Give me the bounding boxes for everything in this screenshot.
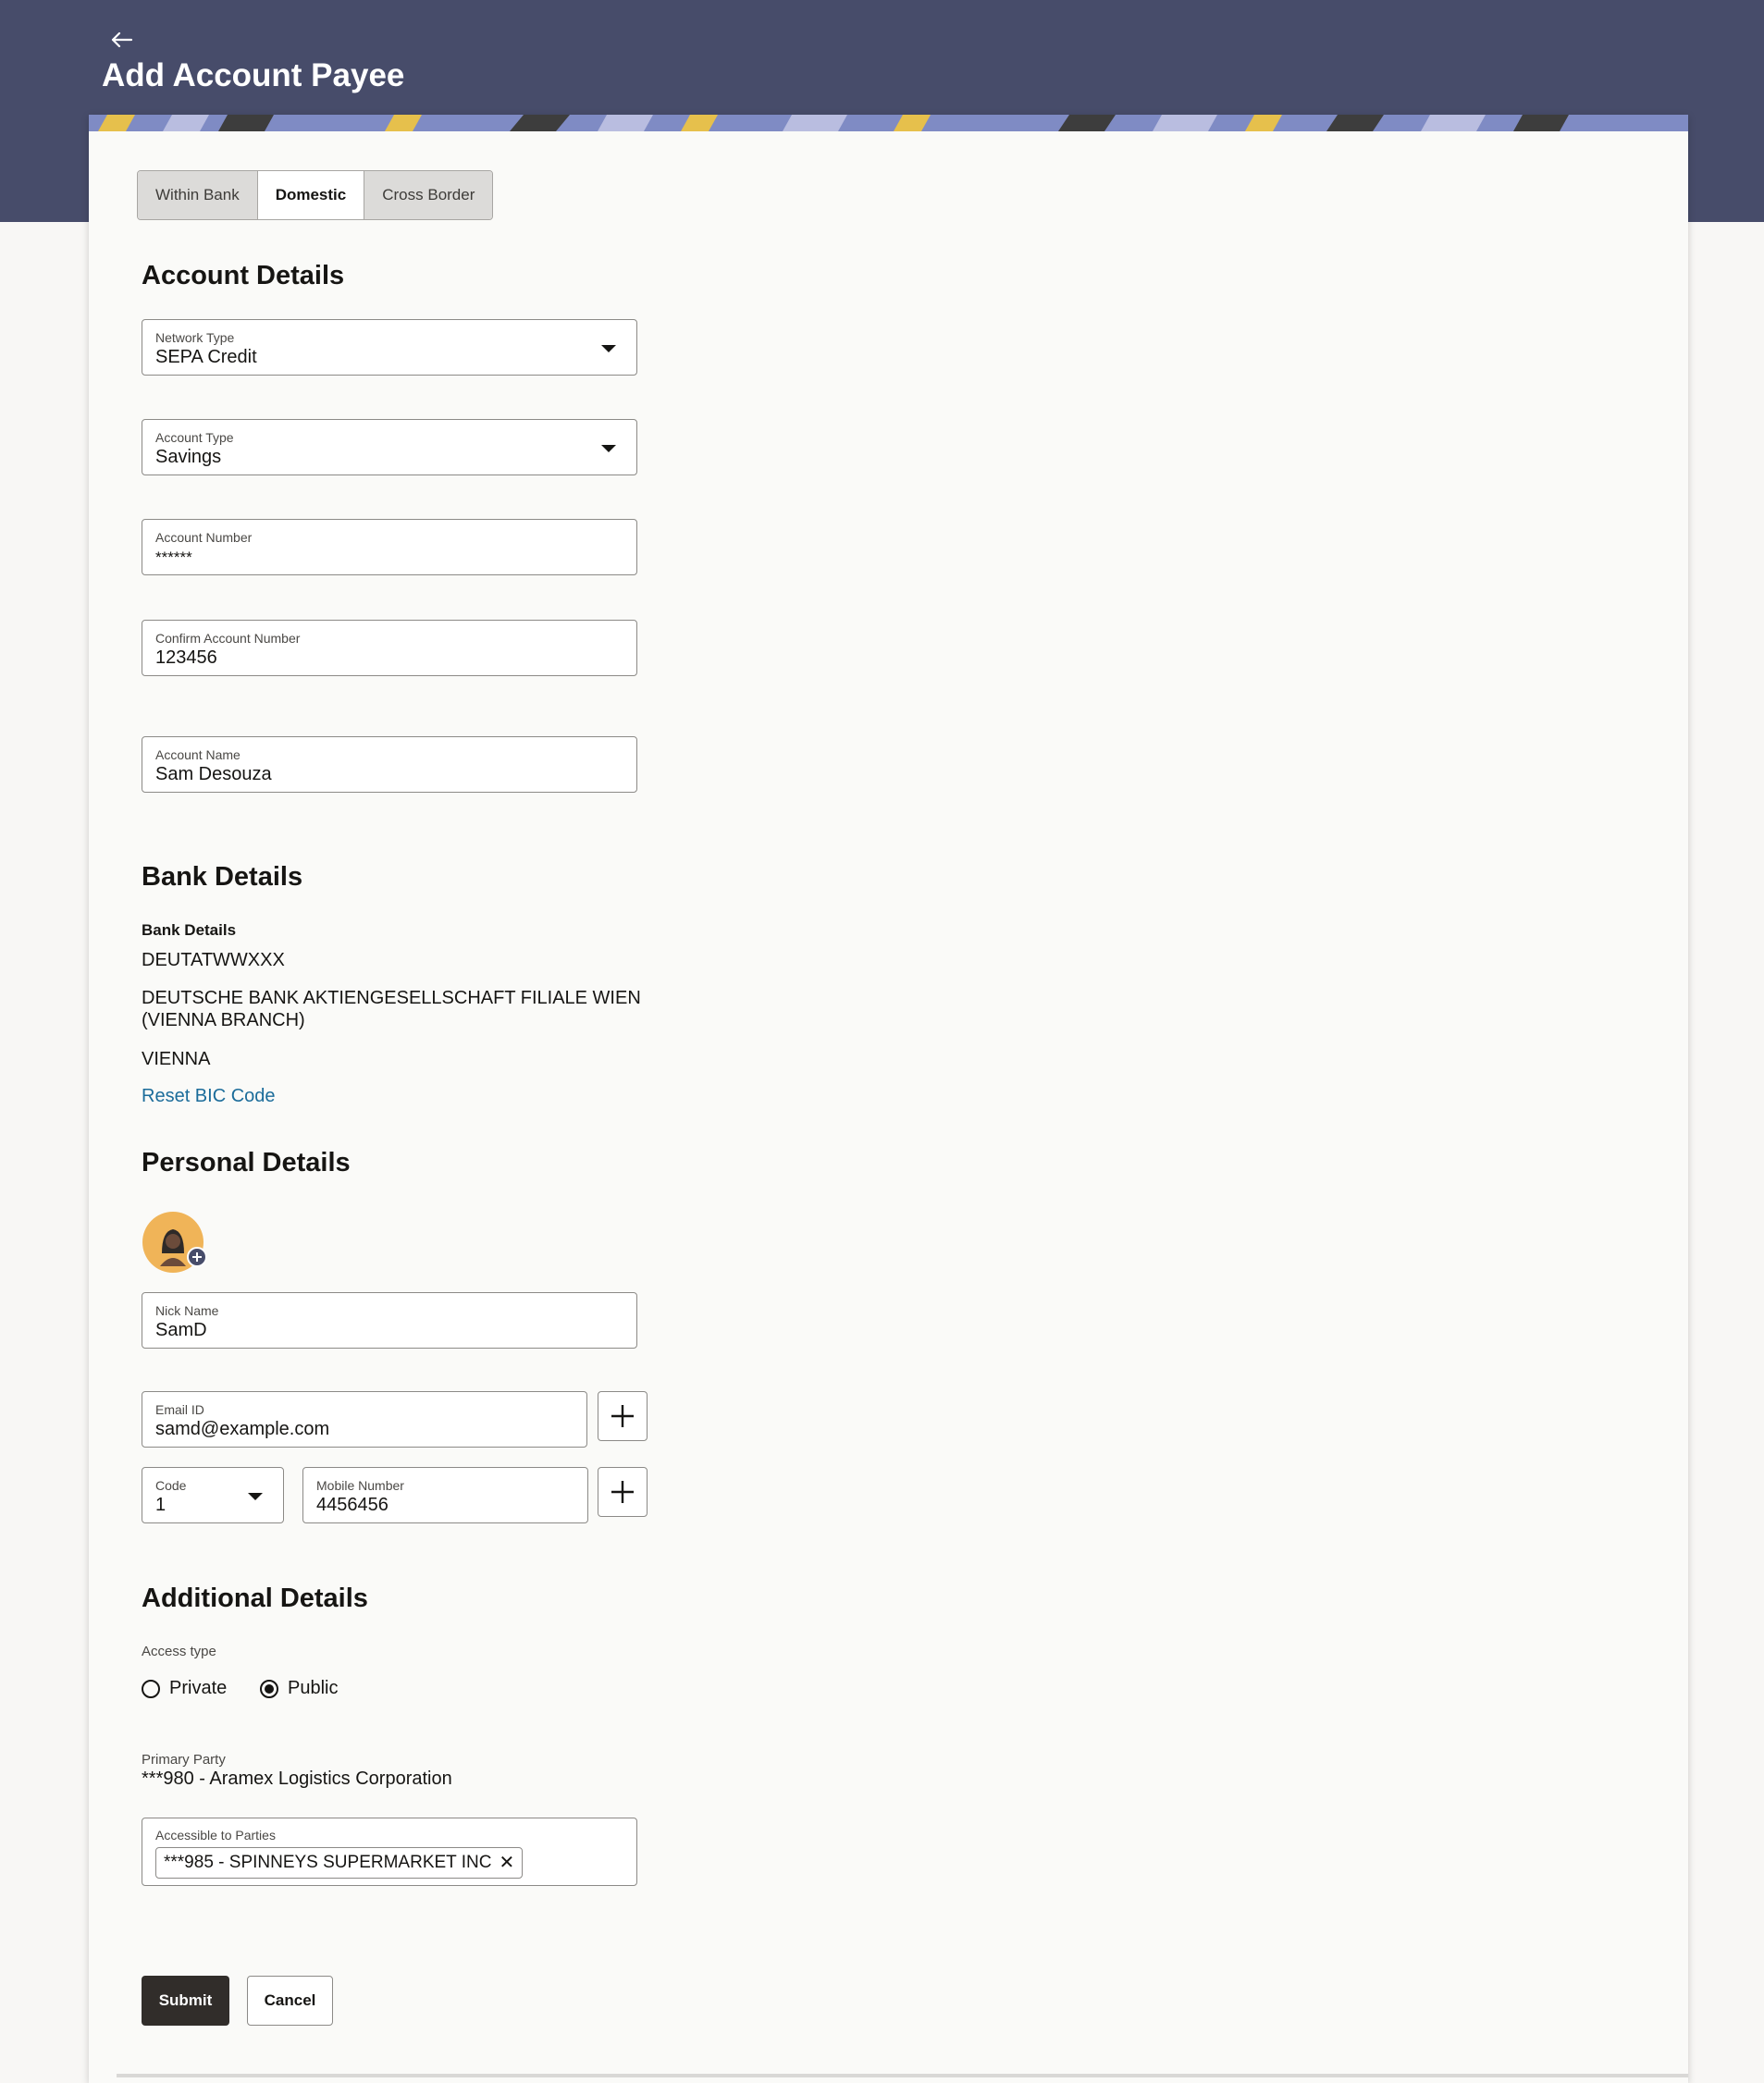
radio-public-label: Public bbox=[288, 1678, 339, 1698]
account-name-field[interactable] bbox=[142, 736, 637, 793]
tab-domestic[interactable]: Domestic bbox=[258, 171, 365, 219]
payee-type-tabs bbox=[137, 170, 493, 220]
arrow-left-icon bbox=[105, 24, 137, 55]
mobile-number-field[interactable] bbox=[302, 1467, 588, 1523]
add-mobile-button[interactable] bbox=[598, 1467, 648, 1517]
cancel-button[interactable]: Cancel bbox=[247, 1976, 333, 2026]
confirm-account-number-field[interactable] bbox=[142, 620, 637, 676]
chevron-down-icon bbox=[601, 345, 616, 352]
account-type-select[interactable] bbox=[142, 419, 637, 475]
account-name-label: Account Name bbox=[155, 747, 241, 762]
avatar-upload[interactable] bbox=[142, 1211, 206, 1276]
confirm-account-number-value: 123456 bbox=[155, 647, 217, 668]
bank-city: VIENNA bbox=[142, 1049, 211, 1069]
divider bbox=[117, 2074, 1688, 2077]
account-name-value: Sam Desouza bbox=[155, 764, 272, 784]
account-number-value: ****** bbox=[155, 548, 192, 566]
primary-party-value: ***980 - Aramex Logistics Corporation bbox=[142, 1769, 452, 1789]
add-email-button[interactable] bbox=[598, 1391, 648, 1441]
code-label: Code bbox=[155, 1478, 187, 1493]
radio-unchecked-icon bbox=[142, 1680, 160, 1698]
network-type-label: Network Type bbox=[155, 330, 235, 345]
network-type-value: SEPA Credit bbox=[155, 347, 257, 367]
nick-name-field[interactable] bbox=[142, 1292, 637, 1349]
account-type-value: Savings bbox=[155, 447, 222, 467]
confirm-account-number-label: Confirm Account Number bbox=[155, 631, 301, 646]
mobile-number-label: Mobile Number bbox=[316, 1478, 404, 1493]
code-value: 1 bbox=[155, 1495, 167, 1515]
email-label: Email ID bbox=[155, 1402, 204, 1417]
chevron-down-icon bbox=[248, 1493, 263, 1500]
access-type-label: Access type bbox=[142, 1644, 216, 1659]
nick-name-label: Nick Name bbox=[155, 1303, 219, 1318]
plus-icon bbox=[610, 1403, 635, 1429]
account-number-field[interactable] bbox=[142, 519, 637, 575]
close-icon[interactable]: ✕ bbox=[499, 1853, 515, 1873]
page-title: Add Account Payee bbox=[102, 57, 405, 93]
email-value: samd@example.com bbox=[155, 1419, 330, 1439]
network-type-select[interactable] bbox=[142, 319, 637, 376]
plus-icon bbox=[610, 1479, 635, 1505]
party-chip bbox=[155, 1847, 523, 1879]
primary-party-label: Primary Party bbox=[142, 1752, 226, 1768]
avatar-add-photo-icon bbox=[142, 1211, 206, 1276]
form-card bbox=[89, 115, 1688, 2083]
accessible-parties-field[interactable] bbox=[142, 1818, 637, 1886]
bank-details-label: Bank Details bbox=[142, 921, 237, 939]
account-number-label: Account Number bbox=[155, 530, 253, 545]
party-chip-label: ***985 - SPINNEYS SUPERMARKET INC bbox=[164, 1853, 492, 1872]
radio-public[interactable] bbox=[260, 1678, 338, 1699]
additional-details-title: Additional Details bbox=[142, 1584, 368, 1613]
submit-button[interactable]: Submit bbox=[142, 1976, 229, 2026]
bank-name-line2: (VIENNA BRANCH) bbox=[142, 1010, 305, 1030]
radio-private[interactable] bbox=[142, 1678, 227, 1699]
mobile-number-value: 4456456 bbox=[316, 1495, 389, 1515]
radio-checked-icon bbox=[260, 1680, 278, 1698]
account-type-label: Account Type bbox=[155, 430, 234, 445]
personal-details-title: Personal Details bbox=[142, 1148, 351, 1177]
bank-name-line1: DEUTSCHE BANK AKTIENGESELLSCHAFT FILIALE WIEN bbox=[142, 988, 641, 1008]
account-details-title: Account Details bbox=[142, 261, 345, 290]
chevron-down-icon bbox=[601, 445, 616, 452]
radio-private-label: Private bbox=[169, 1678, 228, 1698]
bank-bic: DEUTATWWXXX bbox=[142, 950, 285, 970]
reset-bic-code-link[interactable]: Reset BIC Code bbox=[142, 1086, 276, 1106]
back-button[interactable] bbox=[105, 24, 137, 55]
tab-within-bank[interactable]: Within Bank bbox=[138, 171, 258, 219]
accessible-parties-label: Accessible to Parties bbox=[155, 1828, 276, 1843]
country-code-select[interactable] bbox=[142, 1467, 284, 1523]
bank-details-title: Bank Details bbox=[142, 862, 303, 892]
decorative-banner bbox=[89, 115, 1688, 131]
email-field[interactable] bbox=[142, 1391, 587, 1448]
tab-cross-border[interactable]: Cross Border bbox=[364, 171, 492, 219]
nick-name-value: SamD bbox=[155, 1320, 207, 1340]
